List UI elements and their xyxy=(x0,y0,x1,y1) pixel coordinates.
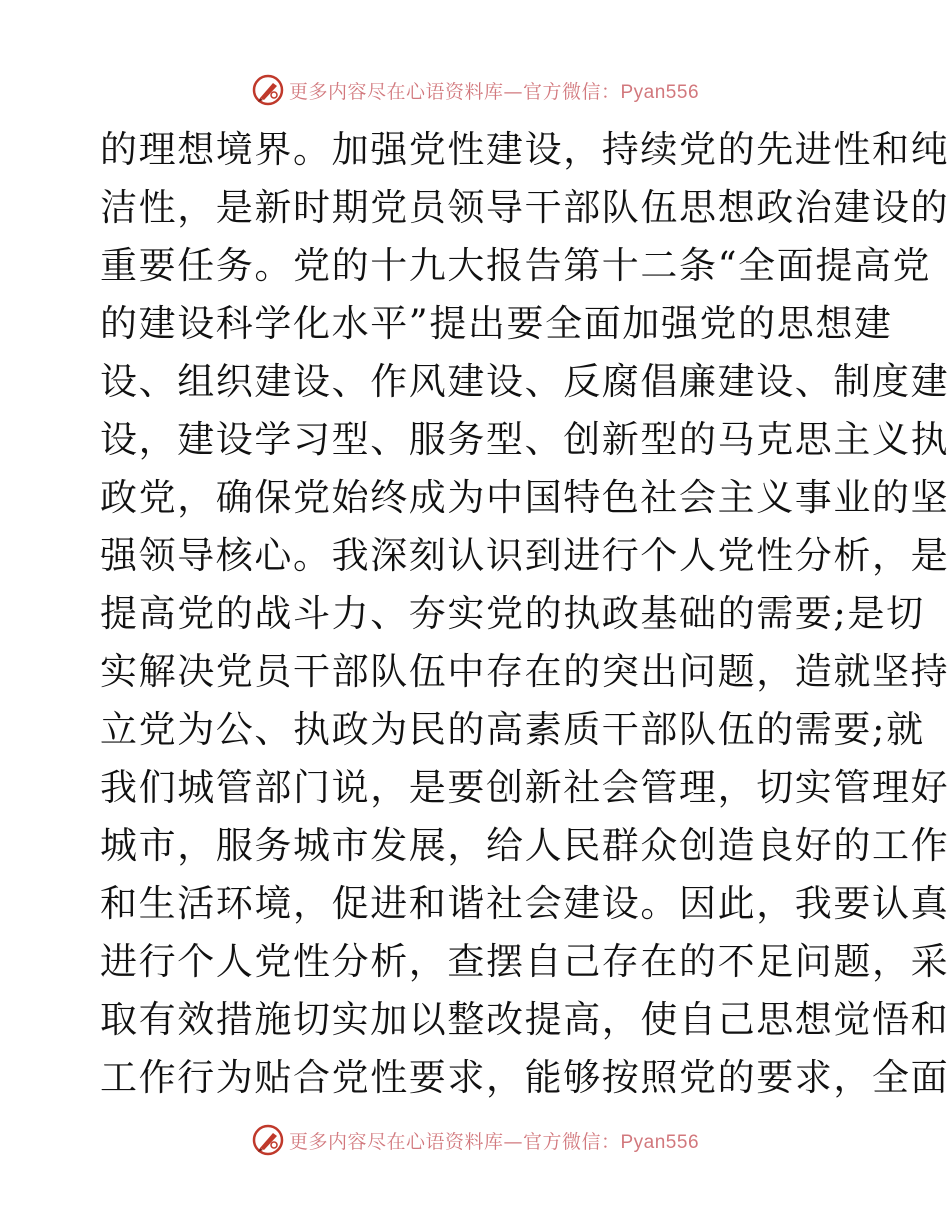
text-line: 和生活环境，促进和谐社会建设。因此，我要认真 xyxy=(100,882,950,925)
header-watermark xyxy=(0,70,950,110)
text-line: 设，建设学习型、服务型、创新型的马克思主义执 xyxy=(100,418,950,461)
text-line: 实解决党员干部队伍中存在的突出问题，造就坚持 xyxy=(100,650,950,693)
text-line: 取有效措施切实加以整改提高，使自己思想觉悟和 xyxy=(100,998,950,1041)
watermark-inner xyxy=(251,1123,699,1157)
text-line: 提高党的战斗力、夯实党的执政基础的需要;是切 xyxy=(100,592,925,635)
text-line: 洁性，是新时期党员领导干部队伍思想政治建设的 xyxy=(100,186,950,229)
text-line: 立党为公、执政为民的高素质干部队伍的需要;就 xyxy=(100,708,925,751)
text-line: 设、组织建设、作风建设、反腐倡廉建设、制度建 xyxy=(100,360,950,403)
text-line: 我们城管部门说，是要创新社会管理，切实管理好 xyxy=(100,766,950,809)
pen-logo-icon xyxy=(251,1123,285,1157)
watermark-label: 更多内容尽在心语资料库—官方微信： xyxy=(288,80,621,103)
watermark-wechat-id: Pyan556 xyxy=(620,81,700,103)
watermark-text xyxy=(289,1127,699,1154)
footer-watermark xyxy=(0,1120,950,1160)
text-line: 的理想境界。加强党性建设，持续党的先进性和纯 xyxy=(100,128,950,171)
text-line: 强领导核心。我深刻认识到进行个人党性分析，是 xyxy=(100,534,950,577)
watermark-text xyxy=(289,77,699,104)
text-line: 城市，服务城市发展，给人民群众创造良好的工作 xyxy=(100,824,950,867)
text-line: 工作行为贴合党性要求，能够按照党的要求，全面 xyxy=(100,1056,950,1099)
watermark-inner xyxy=(251,73,699,107)
text-line: 重要任务。党的十九大报告第十二条“全面提高党 xyxy=(100,244,932,287)
pen-logo-icon xyxy=(251,73,285,107)
text-line: 的建设科学化水平”提出要全面加强党的思想建 xyxy=(100,302,893,345)
watermark-wechat-id: Pyan556 xyxy=(620,1131,700,1153)
text-line: 进行个人党性分析，查摆自己存在的不足问题，采 xyxy=(100,940,950,983)
body-paragraph xyxy=(100,121,950,1107)
watermark-label: 更多内容尽在心语资料库—官方微信： xyxy=(288,1130,621,1153)
text-line: 政党，确保党始终成为中国特色社会主义事业的坚 xyxy=(100,476,950,519)
